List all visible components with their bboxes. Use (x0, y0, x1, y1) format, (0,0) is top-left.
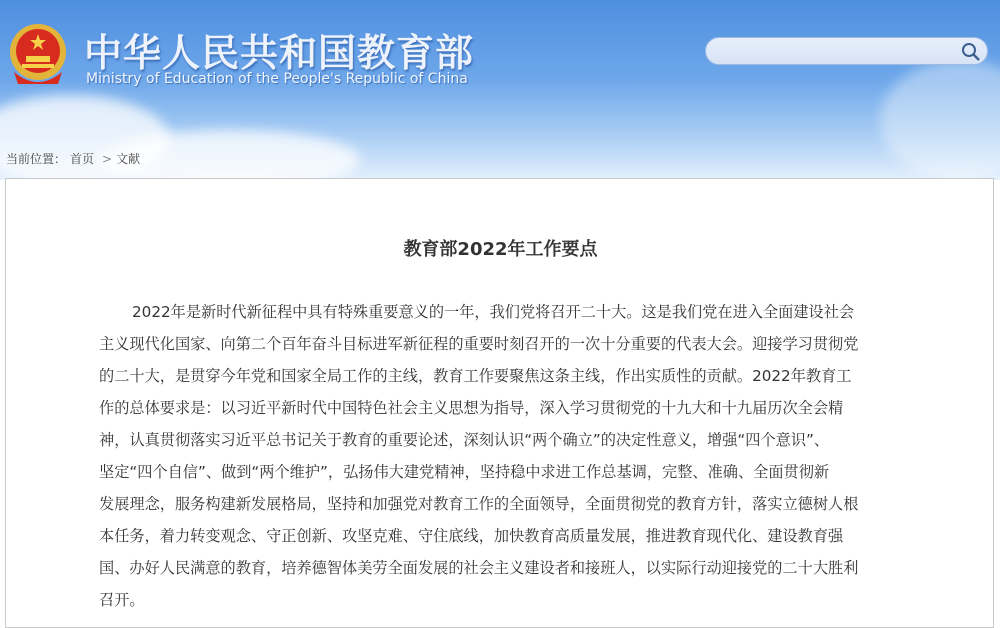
site-subtitle: Ministry of Education of the People's Republic of China (86, 71, 468, 87)
national-emblem-icon (8, 22, 68, 88)
paragraph-line: 本任务，着力转变观念、守正创新、攻坚克难、守住底线，加快教育高质量发展，推进教育现代化、建设教育强 (99, 527, 844, 545)
breadcrumb (6, 150, 144, 167)
dandelion-decoration (880, 60, 1000, 180)
paragraph-line: 召开。 (99, 591, 145, 609)
paragraph-line: 发展理念，服务构建新发展格局，坚持和加强党对教育工作的全面领导，全面贯彻党的教育方针，落实立德树人根 (99, 495, 859, 513)
article-paragraph (99, 296, 919, 616)
paragraph-line: 坚定“四个自信”、做到“两个维护”，弘扬伟大建党精神，坚持稳中求进工作总基调，完整、准确、全面贯彻新 (99, 463, 830, 481)
breadcrumb-home[interactable]: 首页 (70, 152, 95, 166)
paragraph-line: 神，认真贯彻落实习近平总书记关于教育的重要论述，深刻认识“两个确立”的决定性意义，增强“四个意识”、 (99, 431, 830, 449)
paragraph-line: 2022年是新时代新征程中具有特殊重要意义的一年，我们党将召开二十大。这是我们党在进入全面建设社会 (132, 303, 855, 321)
chevron-right-icon: > (102, 152, 113, 166)
site-title: 中华人民共和国教育部 (84, 31, 475, 75)
paragraph-line: 国、办好人民满意的教育，培养德智体美劳全面发展的社会主义建设者和接班人，以实际行动迎接党的二十大胜利 (99, 559, 859, 577)
breadcrumb-label: 当前位置： (6, 152, 67, 166)
paragraph-line: 主义现代化国家、向第二个百年奋斗目标进军新征程的重要时刻召开的一次十分重要的代表大会。迎接学习贯彻党 (99, 335, 859, 353)
site-header (0, 0, 1000, 180)
paragraph-line: 作的总体要求是：以习近平新时代中国特色社会主义思想为指导，深入学习贯彻党的十九大和十九届历次全会精 (99, 399, 844, 417)
breadcrumb-documents[interactable]: 文献 (116, 152, 141, 166)
article-container (5, 178, 994, 628)
search-icon[interactable] (961, 42, 981, 62)
search-input[interactable] (705, 37, 988, 65)
paragraph-line: 的二十大，是贯穿今年党和国家全局工作的主线，教育工作要聚焦这条主线，作出实质性的贡献。2022年教育工 (99, 367, 852, 385)
article-title: 教育部2022年工作要点 (403, 239, 598, 260)
